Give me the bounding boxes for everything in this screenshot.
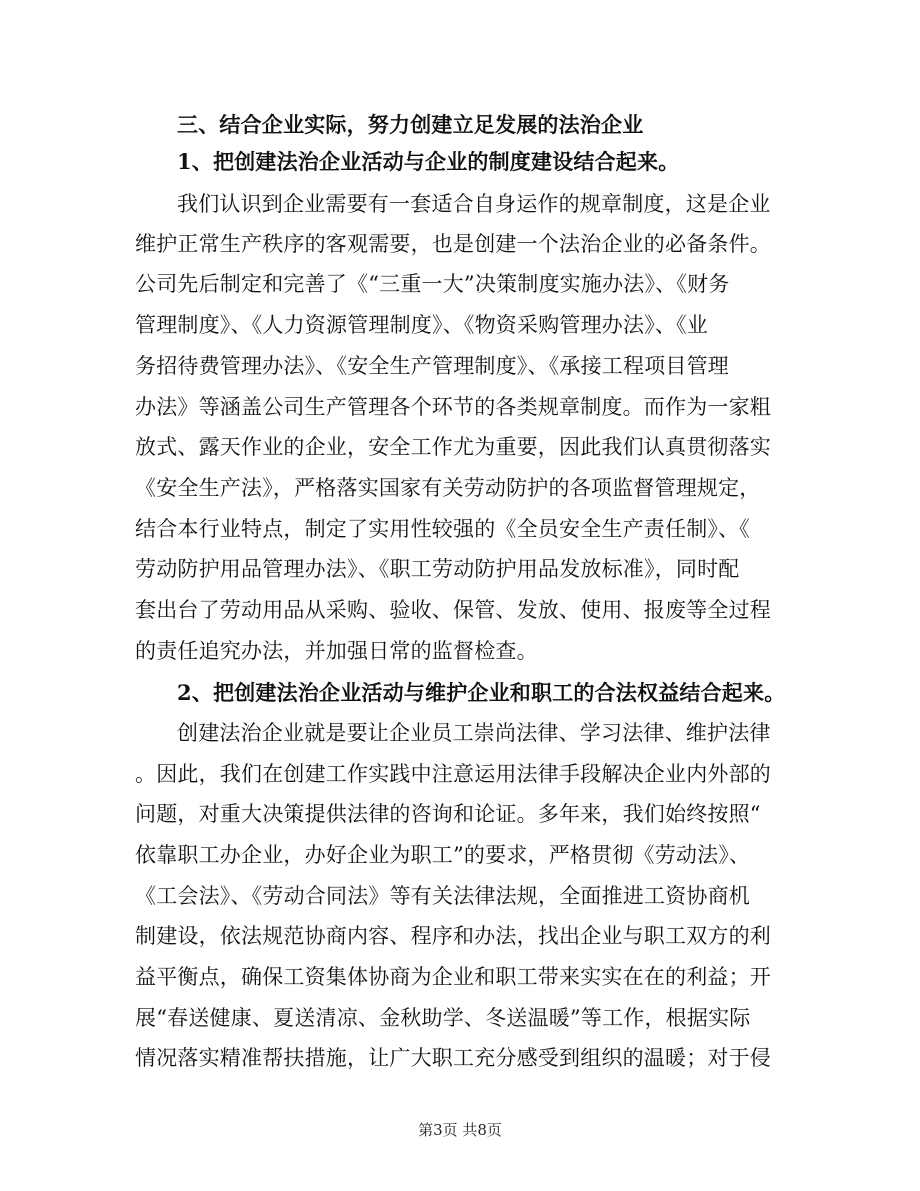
paragraph-2-line: 展“春送健康、夏送清凉、金秋助学、冬送温暖”等工作，根据实际 [135, 1006, 751, 1030]
paragraph-2-line: 创建法治企业就是要让企业员工崇尚法律、学习法律、维护法律 [177, 721, 771, 745]
paragraph-2-line: 情况落实精准帮扶措施，让广大职工充分感受到组织的温暖；对于侵 [135, 1046, 771, 1070]
paragraph-1-line: 结合本行业特点，制定了实用性较强的《全员安全生产责任制》、《 [135, 517, 750, 541]
paragraph-1-line: 《安全生产法》，严格落实国家有关劳动防护的各项监督管理规定， [135, 476, 761, 500]
paragraph-1-line: 劳动防护用品管理办法》、《职工劳动防护用品发放标准》，同时配 [135, 557, 740, 581]
paragraph-1-line: 务招待费管理办法》、《安全生产管理制度》、《承接工程项目管理 [135, 354, 729, 378]
paragraph-2-line: 制建设，依法规范协商内容、程序和办法，找出企业与职工双方的利 [135, 924, 771, 948]
paragraph-2-line: 问题，对重大决策提供法律的咨询和论证。多年来，我们始终按照“ [135, 802, 761, 826]
paragraph-1-line: 管理制度》、《人力资源管理制度》、《物资采购管理办法》、《业 [135, 313, 708, 337]
section-heading: 三、结合企业实际，努力创建立足发展的法治企业 [177, 112, 644, 137]
paragraph-2-line: 依靠职工办企业，办好企业为职工”的要求，严格贯彻《劳动法》、 [135, 843, 751, 867]
subheading-1: 1、把创建法治企业活动与企业的制度建设结合起来。 [177, 149, 680, 174]
paragraph-1-line: 我们认识到企业需要有一套适合自身运作的规章制度，这是企业 [177, 192, 771, 216]
paragraph-1-line: 套出台了劳动用品从采购、验收、保管、发放、使用、报废等全过程 [135, 598, 771, 622]
paragraph-1-line: 公司先后制定和完善了《“三重一大”决策制度实施办法》、《财务 [135, 272, 730, 296]
paragraph-2-line: 。因此，我们在创建工作实践中注意运用法律手段解决企业内外部的 [135, 762, 771, 786]
page-number-footer: 第3页 共8页 [418, 1121, 502, 1139]
paragraph-1-line: 办法》等涵盖公司生产管理各个环节的各类规章制度。而作为一家粗 [135, 395, 771, 419]
paragraph-1-line: 维护正常生产秩序的客观需要，也是创建一个法治企业的必备条件。 [135, 232, 771, 256]
paragraph-2-line: 益平衡点，确保工资集体协商为企业和职工带来实实在在的利益；开 [135, 965, 771, 989]
subheading-2: 2、把创建法治企业活动与维护企业和职工的合法权益结合起来。 [177, 680, 786, 705]
paragraph-1-line: 的责任追究办法，并加强日常的监督检查。 [135, 639, 538, 663]
paragraph-2-line: 《工会法》、《劳动合同法》等有关法律法规，全面推进工资协商机 [135, 884, 750, 908]
paragraph-1-line: 放式、露天作业的企业，安全工作尤为重要，因此我们认真贯彻落实 [135, 435, 771, 459]
